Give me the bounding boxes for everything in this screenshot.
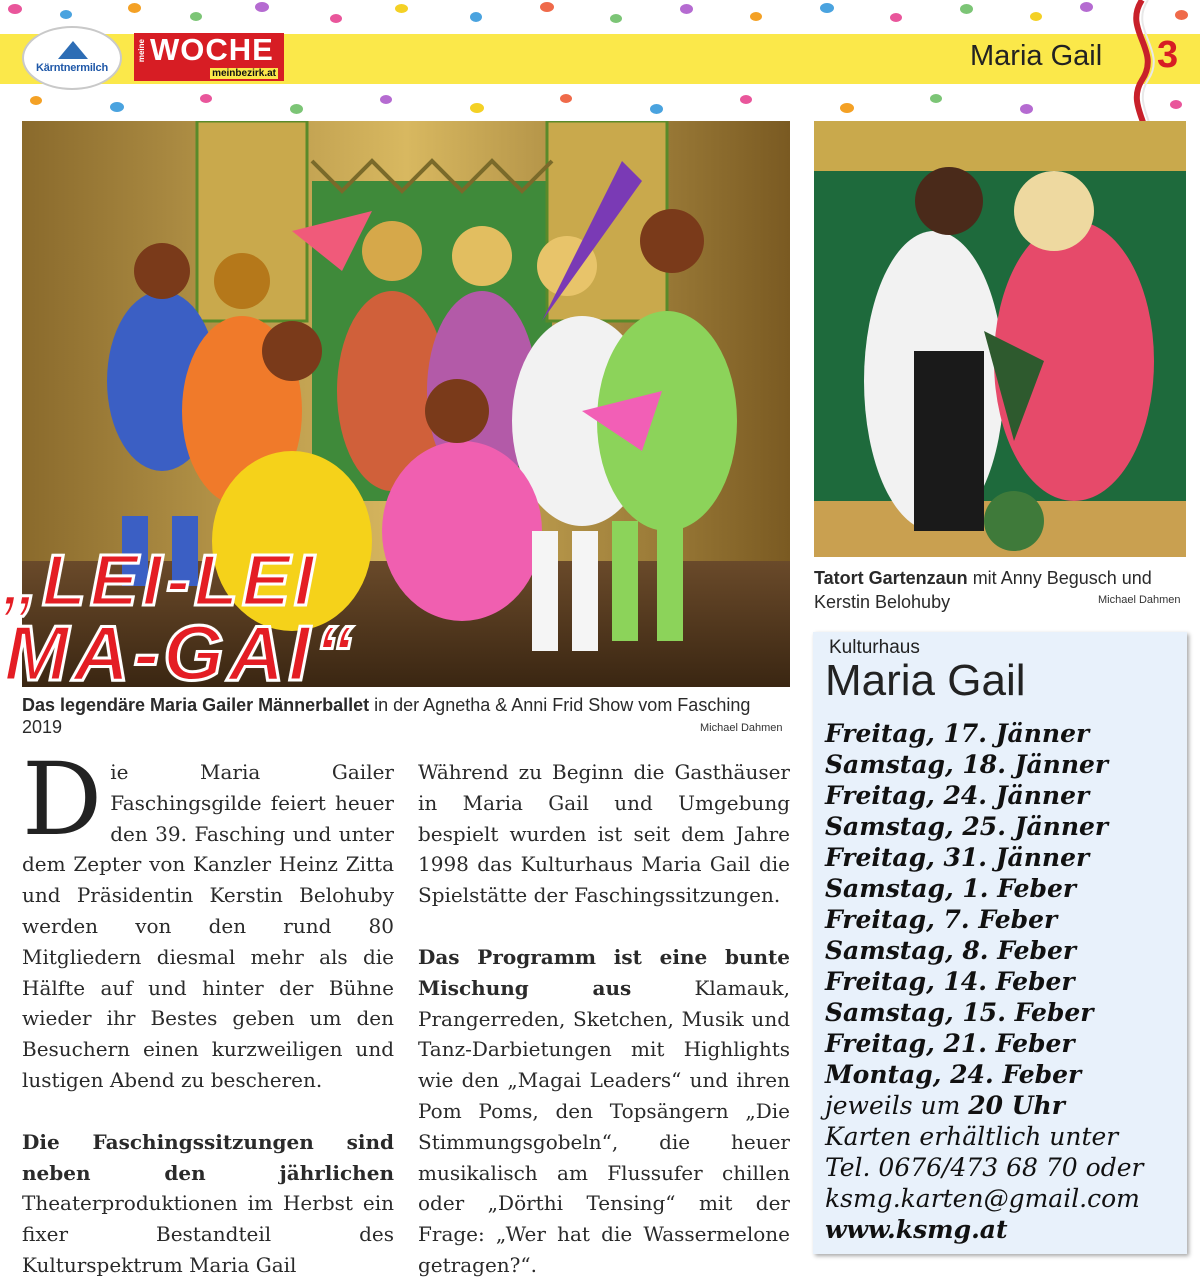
event-date: Freitag, 14. Feber [825, 967, 1075, 996]
side-caption-bold: Tatort Gartenzaun [814, 568, 968, 588]
venue-label: Kulturhaus [829, 637, 920, 658]
article-paragraph [22, 1127, 394, 1281]
main-caption-text: in der Agnetha & Anni Frid Show vom Fasching 2019 [22, 695, 751, 737]
woche-logo-site: meinbezirk.at [212, 68, 276, 79]
woche-logo [134, 33, 284, 81]
phone-number[interactable]: Tel. 0676/473 68 70 oder [825, 1153, 1144, 1182]
event-date: Samstag, 18. Jänner [825, 750, 1109, 779]
main-photo-caption [22, 694, 792, 738]
article-paragraph-3: Während zu Beginn die Gasthäuser in Maria Gail und Umgebung bespielt wurden ist seit dem Jahre 1998 das Kulturhaus Maria Gail die Spielstätte der Faschingssitzungen. [418, 760, 790, 908]
event-date: Freitag, 7. Feber [825, 905, 1058, 934]
event-date: Freitag, 17. Jänner [825, 719, 1090, 748]
article-column-left [22, 741, 394, 1281]
event-date: Montag, 24. Feber [825, 1060, 1082, 1089]
article-lead-in: Die Faschingssitzungen sind neben den jährlichen [22, 1129, 394, 1185]
page-number: 3 [1157, 34, 1179, 76]
kaerntnermilch-logo [22, 26, 122, 90]
article-lead-in: Das Programm ist eine bunte Mischung aus [418, 944, 790, 1000]
website-link[interactable]: www.ksmg.at [825, 1215, 1008, 1244]
headline [0, 540, 520, 700]
event-date: Samstag, 15. Feber [825, 998, 1094, 1027]
event-date: Samstag, 25. Jänner [825, 812, 1109, 841]
event-time-value: 20 Uhr [968, 1091, 1065, 1120]
event-date: Freitag, 24. Jänner [825, 781, 1090, 810]
headline-line-2: MA-GAI“ [4, 609, 357, 697]
article-paragraph-4: Klamauk, Prangerreden, Sketchen, Musik und Tanz-Darbietungen mit Highlights wie den „Magai Leaders“ und ihren Pom Poms, den Topsängern „Die Stimmungsgobeln“, die heuer musikalisch am Flussufer chillen oder „Dörthi Tensing“ mit der Frage: „Wer hat die Wassermelone getragen?“. [418, 975, 790, 1277]
event-date: Samstag, 8. Feber [825, 936, 1077, 965]
page-location: Maria Gail [970, 40, 1103, 72]
kaerntnermilch-logo-text: Kärntnermilch [36, 62, 108, 74]
side-photo-caption [814, 566, 1184, 614]
venue-title: Maria Gail [825, 656, 1026, 705]
headline-line-1: „LEI-LEI [2, 541, 318, 621]
article-paragraph-2: Theaterproduktionen im Herbst ein fixer Bestandteil des Kulturspektrum Maria Gail [22, 1191, 394, 1277]
email-address[interactable]: ksmg.karten@gmail.com [825, 1184, 1140, 1213]
event-time-prefix: jeweils um [825, 1091, 969, 1120]
side-photo [814, 121, 1186, 557]
event-date: Freitag, 21. Feber [825, 1029, 1075, 1058]
event-date: Samstag, 1. Feber [825, 874, 1077, 903]
tickets-text: Karten erhältlich unter [825, 1122, 1119, 1151]
event-info-box [813, 632, 1187, 1254]
dropcap: D [22, 741, 103, 858]
main-photo-credit: Michael Dahmen [700, 722, 783, 734]
main-caption-bold: Das legendäre Maria Gailer Männerballet [22, 695, 370, 715]
article-column-right [418, 757, 790, 1281]
event-dates [825, 718, 1185, 1245]
article-paragraph [418, 942, 790, 1281]
woche-logo-title: WOCHE [150, 32, 274, 67]
mountain-icon [58, 41, 88, 59]
side-photo-credit: Michael Dahmen [1098, 594, 1181, 606]
event-time [825, 1090, 1185, 1121]
side-caption-text: mit Anny Begusch und Kerstin Belohuby [814, 568, 1152, 612]
event-date: Freitag, 31. Jänner [825, 843, 1090, 872]
woche-logo-small: meine [137, 39, 146, 63]
article-paragraph [22, 741, 394, 1096]
article-paragraph-1: ie Maria Gailer Faschingsgilde feiert heuer den 39. Fasching und unter dem Zepter von Kanzler Heinz Zitta und Präsidentin Kerstin Belohuby werden von den rund 80 Mitgliedern diesmal mehr als die Hälfte auf und hinter der Bühne wieder ihr Bestes geben um den Besuchern einen kurzweiligen und lustigen Abend zu bescheren. [22, 760, 394, 1092]
